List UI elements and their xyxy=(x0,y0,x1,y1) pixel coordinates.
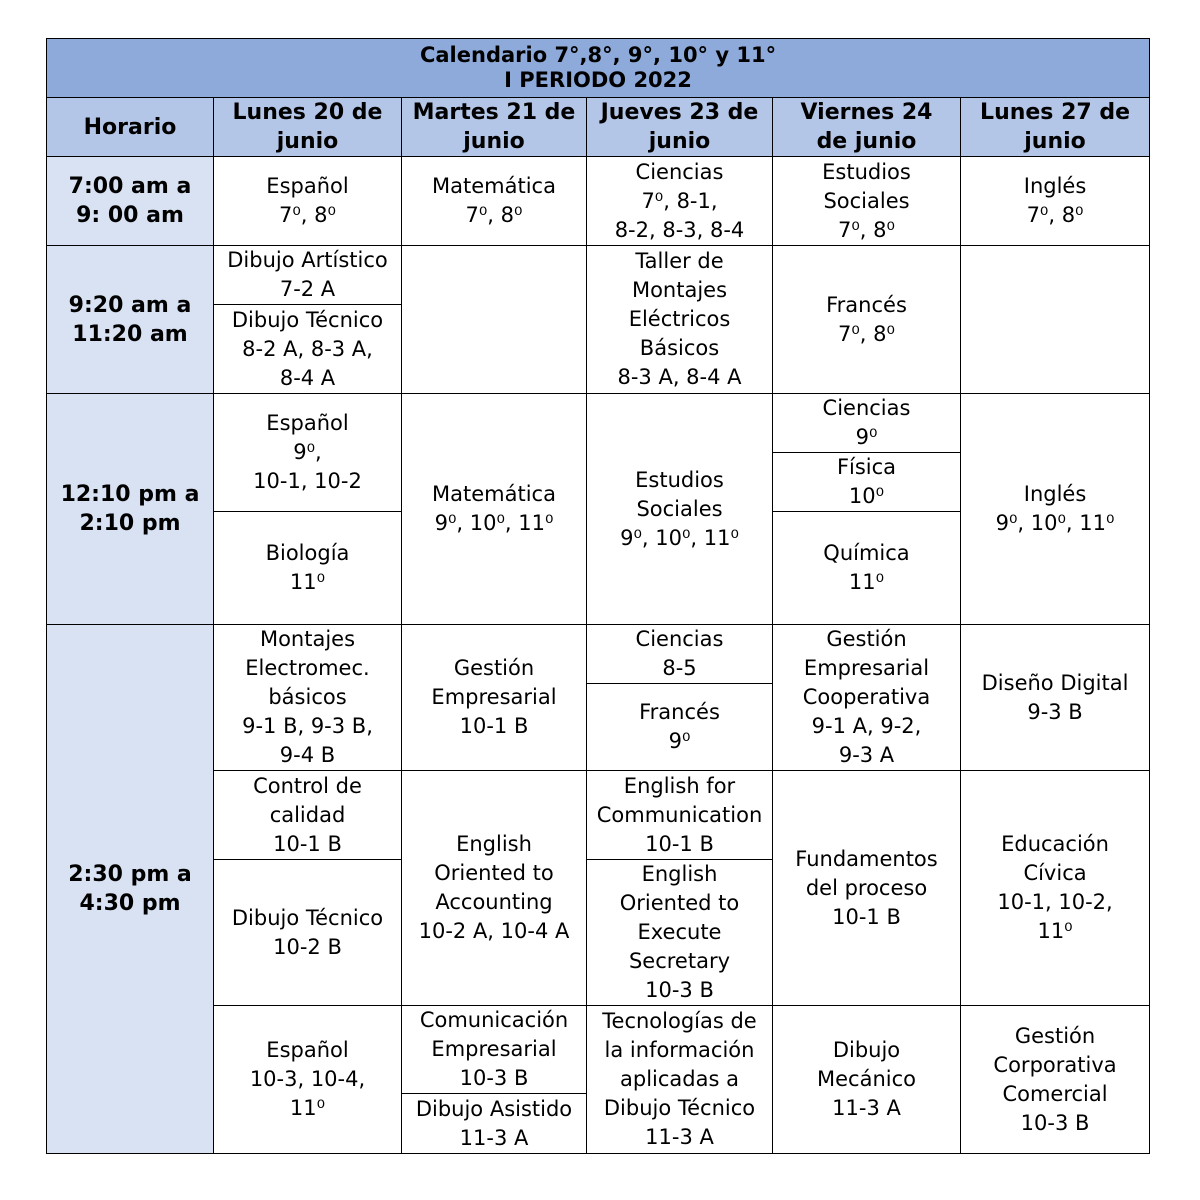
cell-text-line: Martes 21 de xyxy=(412,100,576,125)
cell-b4-lunes27-c xyxy=(961,1006,1150,1154)
cell-text-line: 9⁰, 10⁰, 11⁰ xyxy=(620,525,739,550)
cell-text-line: 8-5 xyxy=(662,656,697,680)
cell-b4-martes21-a xyxy=(402,625,587,771)
cell-text-line: Ciencias xyxy=(635,159,724,184)
cell-text-line: Lunes 27 de xyxy=(980,100,1131,125)
time-slot-1 xyxy=(47,157,214,246)
cell-b4-viernes24-b xyxy=(773,771,961,1006)
cell-text-line: Comercial xyxy=(1002,1081,1108,1106)
header-martes-21 xyxy=(402,98,587,157)
cell-text-line: 10-1, 10-2, xyxy=(997,890,1113,914)
cell-text-line: 11⁰ xyxy=(289,1096,326,1120)
cell-text-line: Montajes xyxy=(631,278,728,302)
table-title xyxy=(47,39,1150,98)
cell-text-line: aplicadas a xyxy=(620,1067,739,1091)
cell-b4-jueves23-a xyxy=(587,625,773,684)
cell-text-line: 9:20 am a xyxy=(68,292,192,318)
header-lunes-20 xyxy=(214,98,402,157)
cell-text-line: 9⁰, 10⁰, 11⁰ xyxy=(995,511,1115,535)
cell-text-line: junio xyxy=(463,129,525,154)
cell-b3-lunes27 xyxy=(961,394,1150,625)
cell-text-line: calidad xyxy=(269,802,346,827)
cell-text-line: básicos xyxy=(268,685,347,709)
cell-text-line: Montajes xyxy=(259,627,356,651)
cell-text-line: 10-1 B xyxy=(459,714,529,738)
cell-text-line: Gestión xyxy=(453,656,535,680)
cell-b1-lunes27 xyxy=(961,157,1150,246)
cell-text-line: 10-2 A, 10-4 A xyxy=(418,919,570,943)
cell-text-line: 10-3 B xyxy=(645,978,714,1002)
cell-text-line: 11-3 A xyxy=(645,1125,714,1149)
cell-text-line: 9-3 B xyxy=(1027,699,1083,724)
cell-text-line: Dibujo Técnico xyxy=(231,307,384,332)
cell-b4-lunes20-d xyxy=(214,1006,402,1154)
cell-b3-lunes20-b xyxy=(214,512,402,625)
cell-b2-martes21-empty xyxy=(402,246,587,394)
cell-text-line: Básicos xyxy=(639,336,720,360)
header-horario: Horario xyxy=(47,98,214,157)
cell-text-line: Matemática xyxy=(432,174,556,198)
cell-text-line: 8-2, 8-3, 8-4 xyxy=(614,217,745,242)
cell-text-line: Electromec. xyxy=(245,656,370,680)
cell-text-line: Corporativa xyxy=(993,1052,1117,1077)
cell-text-line: junio xyxy=(648,129,711,154)
cell-text-line: 10-2 B xyxy=(273,934,342,959)
cell-b4-martes21-d xyxy=(402,1094,587,1154)
schedule-table xyxy=(46,38,1150,1154)
cell-b4-jueves23-d xyxy=(587,860,773,1006)
cell-text-line: 7-2 A xyxy=(279,277,336,301)
cell-text-line: 9: 00 am xyxy=(76,203,184,228)
cell-b4-jueves23-c xyxy=(587,771,773,860)
cell-text-line: Español xyxy=(266,174,349,198)
cell-text-line: Empresarial xyxy=(431,1037,557,1061)
cell-text-line: Oriented to xyxy=(619,891,740,915)
cell-text-line: junio xyxy=(1024,129,1086,154)
cell-text-line: 11⁰ xyxy=(289,570,326,594)
cell-text-line: Secretary xyxy=(628,949,731,973)
cell-b4-viernes24-c xyxy=(773,1006,961,1154)
cell-text-line: 11-3 A xyxy=(459,1125,529,1150)
cell-text-line: Comunicación xyxy=(419,1008,569,1032)
cell-text-line: 10-3 B xyxy=(1020,1110,1090,1135)
schedule-container xyxy=(46,38,1149,1151)
cell-text-line: Empresarial xyxy=(431,685,557,709)
cell-text-line: 10-1 B xyxy=(832,904,901,929)
cell-text-line: Ciencias xyxy=(822,396,911,420)
header-lunes-27 xyxy=(961,98,1150,157)
cell-b3-jueves23 xyxy=(587,394,773,625)
cell-text-line: Dibujo xyxy=(832,1038,901,1062)
cell-text-line: 8-2 A, 8-3 A, xyxy=(242,336,373,361)
cell-text-line: Taller de xyxy=(635,249,724,273)
cell-b4-lunes20-c xyxy=(214,860,402,1006)
cell-text-line: 8-4 A xyxy=(279,365,336,390)
cell-text-line: 8-3 A, 8-4 A xyxy=(617,365,742,389)
cell-text-line: 2:10 pm xyxy=(79,511,181,536)
cell-b3-martes21 xyxy=(402,394,587,625)
cell-text-line: English xyxy=(641,862,718,886)
cell-b4-jueves23-b xyxy=(587,684,773,771)
cell-text-line: Sociales xyxy=(636,496,723,521)
cell-text-line: Control de xyxy=(253,773,362,798)
cell-text-line: Matemática xyxy=(432,482,556,506)
cell-b1-viernes24 xyxy=(773,157,961,246)
cell-text-line: 10-3, 10-4, xyxy=(249,1067,366,1091)
cell-text-line: Estudios xyxy=(822,159,911,184)
cell-b3-viernes24-b xyxy=(773,453,961,512)
cell-text-line: 9⁰ xyxy=(855,425,878,449)
cell-text-line: Español xyxy=(266,1038,349,1062)
cell-text-line: Educación xyxy=(1001,832,1109,856)
cell-text-line: 7⁰, 8⁰ xyxy=(279,203,336,227)
cell-text-line: del proceso xyxy=(805,875,928,900)
cell-text-line: Ciencias xyxy=(635,627,724,651)
cell-text-line: Dibujo Asistido xyxy=(415,1096,573,1121)
cell-text-line: Execute xyxy=(637,920,722,944)
cell-b1-lunes20 xyxy=(214,157,402,246)
cell-text-line: 7⁰, 8-1, xyxy=(641,188,718,213)
cell-text-line: 7⁰, 8⁰ xyxy=(838,321,895,346)
cell-text-line: 12:10 pm a xyxy=(60,482,200,507)
title-line-2: I PERIODO 2022 xyxy=(504,68,692,92)
cell-text-line: Francés xyxy=(639,700,720,724)
cell-text-line: 11⁰ xyxy=(848,570,885,594)
cell-text-line: 10-1 B xyxy=(273,831,342,856)
cell-text-line: 11-3 A xyxy=(832,1096,901,1120)
cell-b2-lunes20-a xyxy=(214,246,402,305)
cell-text-line: Química xyxy=(823,541,910,565)
cell-text-line: 9-4 B xyxy=(279,743,336,767)
cell-b2-viernes24 xyxy=(773,246,961,394)
cell-text-line: Communication xyxy=(596,802,763,827)
cell-text-line: 2:30 pm a xyxy=(68,862,192,887)
cell-text-line: Biología xyxy=(265,541,350,565)
cell-text-line: 9-3 A xyxy=(838,743,895,767)
cell-text-line: 4:30 pm xyxy=(79,891,181,916)
cell-b3-viernes24-c xyxy=(773,512,961,625)
cell-text-line: Dibujo Técnico xyxy=(231,905,384,930)
cell-b2-jueves23 xyxy=(587,246,773,394)
header-viernes-24 xyxy=(773,98,961,157)
cell-text-line: 10-1, 10-2 xyxy=(253,469,362,493)
cell-text-line: 10-1 B xyxy=(645,831,714,856)
cell-b2-lunes27-empty xyxy=(961,246,1150,394)
cell-text-line: Gestión xyxy=(826,627,907,651)
cell-b3-lunes20-a xyxy=(214,394,402,512)
cell-text-line: 7⁰, 8⁰ xyxy=(838,217,895,242)
cell-text-line: 9⁰, 10⁰, 11⁰ xyxy=(434,511,554,535)
time-slot-2 xyxy=(47,246,214,394)
cell-text-line: Español xyxy=(266,411,349,435)
cell-text-line: Tecnologías de xyxy=(602,1009,757,1033)
cell-text-line: Inglés xyxy=(1023,174,1087,198)
cell-text-line: Empresarial xyxy=(803,656,930,680)
cell-b4-lunes20-a xyxy=(214,625,402,771)
cell-text-line: Eléctricos xyxy=(628,307,731,331)
cell-text-line: junio xyxy=(276,129,339,154)
cell-text-line: English for xyxy=(623,773,736,798)
cell-b4-viernes24-a xyxy=(773,625,961,771)
cell-text-line: Cívica xyxy=(1023,861,1087,885)
cell-text-line: Oriented to xyxy=(434,861,554,885)
cell-b1-martes21 xyxy=(402,157,587,246)
cell-b4-martes21-c xyxy=(402,1006,587,1094)
title-line-1: Calendario 7°,8°, 9°, 10° y 11° xyxy=(419,43,777,67)
cell-b3-viernes24-a xyxy=(773,394,961,453)
cell-text-line: Inglés xyxy=(1023,482,1087,506)
cell-text-line: Física xyxy=(836,455,897,479)
cell-text-line: Fundamentos xyxy=(795,846,938,871)
cell-text-line: Dibujo Artístico xyxy=(227,248,388,272)
cell-text-line: 10-3 B xyxy=(459,1066,529,1090)
time-slot-3 xyxy=(47,394,214,625)
cell-text-line: 7:00 am a xyxy=(68,174,192,199)
cell-b1-jueves23 xyxy=(587,157,773,246)
cell-text-line: Cooperativa xyxy=(802,685,931,709)
cell-text-line: 7⁰, 8⁰ xyxy=(1026,203,1084,227)
cell-text-line: Lunes 20 de xyxy=(232,100,383,125)
cell-text-line: Sociales xyxy=(823,188,910,213)
cell-b4-lunes27-a xyxy=(961,625,1150,771)
cell-text-line: 11⁰ xyxy=(1037,919,1073,943)
cell-text-line: 9⁰ xyxy=(668,729,691,753)
cell-text-line: Dibujo Técnico xyxy=(603,1096,756,1120)
cell-text-line: la información xyxy=(604,1038,755,1062)
cell-text-line: 9-1 B, 9-3 B, xyxy=(242,714,373,738)
cell-b4-lunes27-b xyxy=(961,771,1150,1006)
cell-text-line: Diseño Digital xyxy=(981,670,1129,695)
cell-text-line: 9⁰, xyxy=(293,440,322,464)
cell-text-line: 9-1 A, 9-2, xyxy=(811,714,922,738)
cell-text-line: Francés xyxy=(826,292,907,317)
cell-text-line: 11:20 am xyxy=(72,321,188,347)
cell-text-line: 7⁰, 8⁰ xyxy=(465,203,523,227)
cell-b4-jueves23-e xyxy=(587,1006,773,1154)
time-slot-4 xyxy=(47,625,214,1154)
cell-text-line: 10⁰ xyxy=(848,484,885,508)
cell-b2-lunes20-b xyxy=(214,305,402,394)
cell-text-line: Viernes 24 xyxy=(800,100,933,125)
cell-text-line: de junio xyxy=(816,129,917,154)
cell-text-line: Gestión xyxy=(1014,1023,1096,1048)
cell-text-line: Estudios xyxy=(635,467,724,492)
header-jueves-23 xyxy=(587,98,773,157)
cell-text-line: Jueves 23 de xyxy=(600,100,759,125)
cell-b4-martes21-b xyxy=(402,771,587,1006)
cell-text-line: Accounting xyxy=(435,890,553,914)
cell-text-line: English xyxy=(456,832,532,856)
cell-text-line: Mecánico xyxy=(817,1067,916,1091)
cell-b4-lunes20-b xyxy=(214,771,402,860)
